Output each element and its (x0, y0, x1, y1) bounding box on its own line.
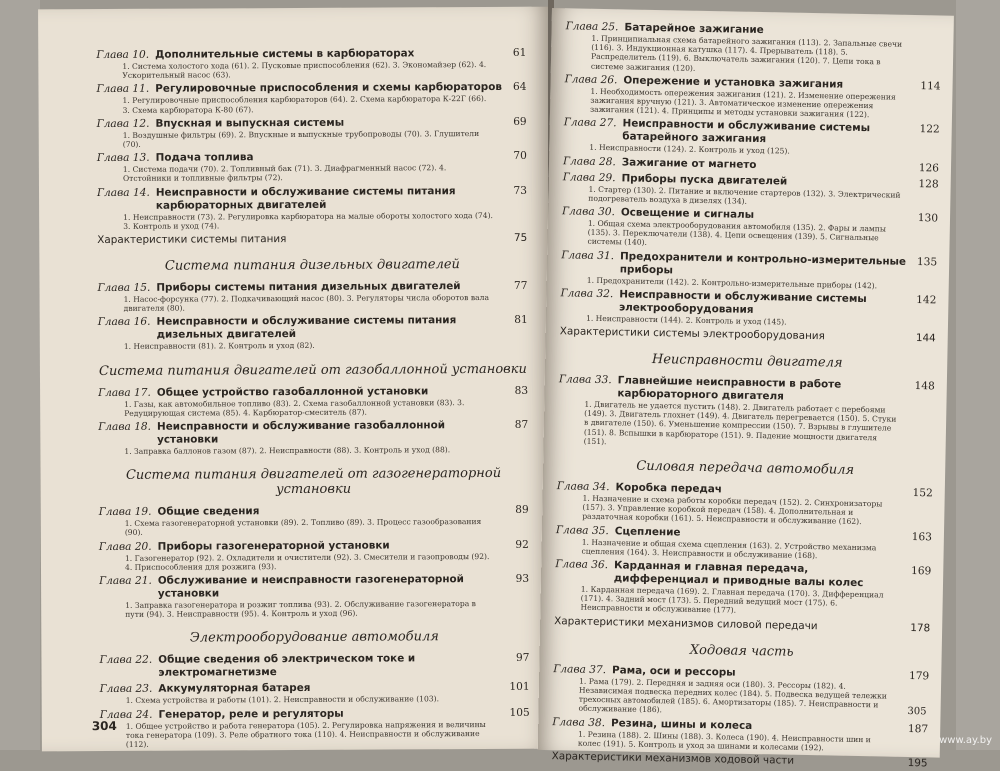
toc-chapter (96, 81, 526, 115)
chapter-label: Глава 28. (562, 154, 616, 168)
toc-page-number: 93 (515, 572, 530, 585)
chapter-label: Глава 34. (556, 480, 610, 494)
toc-chapter (564, 73, 941, 121)
toc-page-number: 61 (512, 46, 527, 59)
chapter-title: Зажигание от магнето (621, 155, 757, 171)
section-title: Система питания двигателей от газобаллонной установки (98, 361, 527, 379)
toc-chapter (99, 573, 529, 620)
chapter-subsections: 1. Газы, как автомобильное топливо (83). 2. Схема газобаллонной установки (83). 3. Редуцирующая система (85). 4. Карбюратор-смеситель (87). (124, 397, 465, 418)
toc-chapter (96, 47, 526, 81)
chapter-subsections: 1. Схема газогенераторной установки (89). 2. Топливо (89). 3. Процесс газообразования (90). (124, 517, 482, 538)
chapter-subsections: 1. Принципиальная схема батарейного зажигания (113). 2. Запальные свечи (116). 3. Индукционная катушка (117). 4. Прерыватель (118). 5. Распределитель (119). 6. Выключатель зажигания (120). 7. Цепи тока в системе зажигания (120). (590, 33, 903, 73)
chapter-label: Глава 33. (558, 373, 612, 387)
chapter-heading (98, 419, 528, 447)
toc-page-number: 87 (514, 418, 529, 431)
chapter-label: Глава 15. (97, 281, 151, 295)
section-title: Электрооборудование автомобиля (189, 629, 439, 647)
section-title: Система питания дизельных двигателей (164, 257, 460, 274)
chapter-heading (98, 314, 528, 342)
toc-page-number: 163 (911, 530, 933, 544)
chapter-title: Общие сведения об электрическом токе и электромагнетизме (158, 652, 416, 680)
chapter-subsections: 1. Неисправности (81). 2. Контроль и уход (82). (123, 341, 315, 352)
chapter-subsections: 1. Заправка баллонов газом (87). 2. Неисправности (88). 3. Контроль и уход (88). (124, 445, 451, 456)
chapter-title: Приборы системы питания дизельных двигателей (156, 280, 461, 294)
toc-page-number: 77 (513, 279, 528, 292)
chapter-subsections: 1. Карданная передача (169). 2. Главная передача (170). 3. Дифференциал (171). 4. Задний мост (173). 5. Передний ведущий мост (175). 6. Неисправности и обслуживание (177). (580, 584, 884, 616)
toc-page-number: 126 (918, 161, 940, 175)
chapter-label: Глава 23. (99, 683, 153, 696)
toc-page-number: 130 (917, 212, 939, 225)
toc-chapter (97, 280, 527, 314)
chapter-label: Глава 14. (96, 186, 150, 199)
toc-chapter (98, 384, 528, 418)
toc-page-number: 70 (513, 150, 527, 163)
chapter-title: Общие сведения (157, 505, 260, 518)
toc-chapter (97, 150, 527, 184)
chapter-subsections: 1. Схема устройства и работы (101). 2. Неисправности и обслуживание (103). (125, 694, 440, 706)
chapter-label: Глава 12. (96, 117, 150, 130)
toc-page-number: 81 (514, 314, 528, 327)
toc-summary-title: Характеристики механизмов силовой передачи (554, 614, 818, 632)
toc-chapter (99, 652, 529, 680)
chapter-title: Батарейное зажигание (624, 21, 764, 37)
chapter-subsections: 1. Стартер (130). 2. Питание и включение стартеров (132). 3. Электрический подогреватель воздуха в дизелях (134). (588, 184, 901, 206)
chapter-title: Сцепление (614, 524, 681, 539)
chapter-subsections: 1. Общая схема электрооборудования автомобиля (135). 2. Фары и лампы (135). 3. Переключатели (138). 4. Цепи освещения (139). 5. Сигнальные системы (140). (587, 218, 887, 248)
chapter-heading (97, 184, 527, 212)
toc-page-number: 83 (514, 384, 529, 397)
toc-chapter (554, 558, 931, 619)
toc-summary-title: Характеристики системы электрооборудования (559, 325, 825, 343)
toc-chapter (97, 184, 527, 231)
chapter-label: Глава 38. (552, 715, 606, 729)
chapter-label: Глава 31. (561, 248, 615, 262)
chapter-subsections: 1. Насос-форсунка (77). 2. Подкачивающий насос (80). 3. Регуляторы числа оборотов вала двигателя (80). (123, 293, 489, 314)
toc-chapter (561, 205, 938, 253)
toc-page-number: 144 (915, 332, 936, 345)
chapter-title: Освещение и сигналы (620, 206, 755, 221)
chapter-title: Неисправности и обслуживание системы питания дизельных двигателей (156, 314, 457, 342)
toc-chapter (558, 373, 935, 452)
toc-page-number: 179 (908, 669, 930, 683)
background-right (956, 0, 1000, 750)
toc-page-number: 97 (515, 652, 530, 665)
chapter-subsections: 1. Газогенератор (92). 2. Охладители и очистители (92). 3. Смесители и газопроводы (92). 4. Приспособления для розжига (93). (124, 551, 490, 572)
chapter-title: Генератор, реле и регуляторы (158, 707, 344, 721)
chapter-title: Регулировочные приспособления и схемы карбюраторов (155, 81, 502, 96)
chapter-subsections: 1. Неисправности (73). 2. Регулировка карбюратора на малые обороты холостого хода (74). 3. Контроль и уход (74). (123, 210, 493, 231)
chapter-title: Карданная и главная передача, дифференциал и приводные валы колес (613, 559, 864, 590)
toc-chapter (100, 706, 530, 749)
toc-summary-line (97, 232, 527, 247)
chapter-title: Неисправности и обслуживание газобаллонной установки (156, 419, 446, 446)
chapter-title: Предохранители и контрольно-измерительные приборы (619, 249, 907, 277)
chapter-heading (97, 150, 527, 165)
toc-chapter (552, 663, 929, 720)
chapter-label: Глава 27. (563, 116, 617, 130)
chapter-label: Глава 11. (96, 83, 150, 96)
toc-page-number: 114 (920, 79, 941, 93)
watermark: www.ay.by (939, 735, 992, 746)
chapter-title: Главнейшие неисправности в работе карбюраторного двигателя (617, 374, 842, 403)
chapter-title: Резина, шины и колеса (610, 716, 753, 732)
toc-page-number: 75 (513, 231, 528, 244)
chapter-label: Глава 26. (564, 73, 618, 87)
section-title: Силовая передача автомобиля (636, 458, 855, 478)
chapter-label: Глава 30. (561, 205, 615, 219)
toc-chapter (99, 538, 529, 572)
chapter-label: Глава 36. (555, 558, 609, 572)
chapter-subsections: 1. Назначение и общая схема сцепления (163). 2. Устройство механизма сцепления (164). 3. Неисправности и обслуживание (168). (581, 537, 877, 561)
chapter-subsections: 1. Назначение и схема работы коробки передач (152). 2. Синхронизаторы (157). 3. Управление коробкой передач (158). 4. Дополнительная и раздаточная коробки (161). 5. Неисправности и обслуживание (162). (582, 493, 883, 527)
chapter-title: Приборы пуска двигателей (621, 171, 788, 188)
toc-chapter (562, 171, 939, 210)
chapter-title: Аккумуляторная батарея (158, 682, 311, 696)
chapter-subsections: 1. Неисправности (144). 2. Контроль и уход (145). (585, 313, 787, 327)
toc-chapter (560, 287, 937, 329)
chapter-title: Обслуживание и неисправности газогенераторной установки (157, 573, 464, 600)
toc-page-number: 122 (919, 123, 940, 136)
chapter-heading (99, 652, 529, 680)
chapter-label: Глава 24. (99, 708, 153, 721)
chapter-subsections: 1. Необходимость опережения зажигания (121). 2. Изменение опережения зажигания вручную (121). 3. Автоматическое изменение опережения зажигания (121). 4. Принципы и методы установки зажигания (122). (589, 86, 896, 120)
chapter-subsections: 1. Резина (188). 2. Шины (188). 3. Колеса (190). 4. Неисправности шин и колес (191). 5. Контроль и уход за шинами и колесами (192). (577, 729, 871, 753)
toc-summary-title: Характеристики механизмов ходовой части (551, 750, 795, 767)
chapter-label: Глава 13. (96, 151, 150, 165)
toc-chapter (99, 504, 529, 538)
toc-page-number: 73 (513, 184, 528, 197)
section-title: Неисправности двигателя (651, 352, 843, 371)
toc-chapter (98, 419, 528, 456)
chapter-label: Глава 29. (562, 170, 616, 184)
chapter-title: Неисправности и обслуживание системы питания карбюраторных двигателей (155, 184, 456, 212)
chapter-label: Глава 25. (565, 20, 619, 34)
chapter-label: Глава 19. (98, 506, 152, 519)
chapter-subsections: 1. Регулировочные приспособления карбюраторов (64). 2. Схема карбюратора К-22Г (66). 3. Схема карбюратора К-80 (67). (122, 94, 487, 115)
toc-chapter (556, 480, 933, 528)
toc-page-number: 135 (916, 255, 938, 269)
chapter-label: Глава 35. (555, 523, 609, 537)
toc-page-number: 64 (512, 81, 527, 94)
chapter-title: Общее устройство газобаллонной установки (156, 384, 429, 399)
toc-page-number: 89 (515, 504, 529, 517)
toc-page-number: 187 (907, 722, 929, 735)
right-toc (538, 8, 954, 770)
section-title: Система питания двигателей от газогенераторной установки (125, 466, 502, 498)
chapter-subsections: 1. Неисправности (124). 2. Контроль и уход (125). (589, 143, 790, 157)
chapter-subsections: 1. Заправка газогенератора и розжиг топлива (93). 2. Обслуживание газогенератора в пути (94). 3. Неисправности (95). 4. Контроль и уход (96). (125, 599, 476, 620)
chapter-subsections: 1. Система холостого хода (61). 2. Пусковые приспособления (62). 3. Экономайзер (62). 4. Ускорительный насос (63). (122, 59, 487, 81)
toc-page-number: 69 (513, 115, 527, 128)
chapter-title: Рама, оси и рессоры (611, 663, 736, 679)
toc-page-number: 148 (914, 380, 935, 393)
toc-page-number: 195 (907, 756, 928, 770)
right-page (538, 8, 954, 770)
toc-page-number: 178 (910, 621, 931, 635)
chapter-title: Коробка передач (615, 481, 723, 496)
chapter-title: Дополнительные системы в карбюраторах (155, 47, 415, 61)
toc-page-number: 105 (509, 706, 530, 719)
chapter-title: Впускная и выпускная системы (155, 116, 345, 130)
toc-page-number: 169 (910, 565, 932, 578)
left-toc (38, 7, 552, 752)
toc-page-number: 101 (509, 681, 530, 694)
background-left (0, 0, 40, 750)
chapter-label: Глава 37. (553, 662, 607, 676)
chapter-title: Неисправности и обслуживание системы электрооборудования (618, 288, 867, 316)
chapter-subsections: 1. Рама (179). 2. Передняя и задняя оси (180). 3. Рессоры (182). 4. Независимая подвеска передних колес (184). 5. Подвеска ведущей тележки трехосных автомобилей (185). 6. Амортизаторы (185). 7. Неисправности и обслуживание (186). (578, 676, 887, 715)
chapter-subsections: 1. Двигатель не удается пустить (148). 2. Двигатель работает с перебоями (149). 3. Двигатель глохнет (149). 4. Двигатель перегревается (150). 5. Стуки в двигателе (150). 6. Уменьшение компрессии (150). 7. Взрывы в глушителе (151). 8. Вспышки в карбюраторе (151). 9. Падение мощности двигателя (151). (583, 399, 897, 446)
section-title: Ходовая часть (689, 642, 794, 660)
chapter-label: Глава 16. (97, 316, 151, 329)
chapter-label: Глава 10. (96, 48, 150, 62)
left-page (38, 7, 552, 752)
chapter-label: Глава 20. (98, 540, 152, 553)
chapter-label: Глава 32. (560, 287, 614, 301)
chapter-title: Приборы газогенераторной установки (157, 539, 390, 553)
chapter-label: Глава 21. (99, 574, 152, 588)
toc-chapter (552, 716, 929, 755)
chapter-subsections: 1. Общее устройство и работа генератора (105). 2. Регулировка напряжения и величины тока генератора (109). 3. Реле обратного тока (110). 4. Неисправности и обслуживание (112). (125, 719, 486, 749)
toc-chapter (561, 249, 938, 291)
toc-chapter (98, 314, 528, 351)
toc-chapter (565, 20, 942, 77)
chapter-title: Опережение и установка зажигания (623, 74, 844, 91)
chapter-heading (100, 681, 530, 696)
toc-page-number: 152 (912, 487, 933, 500)
toc-chapter (563, 117, 940, 159)
chapter-heading (99, 573, 529, 601)
chapter-label: Глава 18. (98, 420, 152, 434)
chapter-subsections: 1. Предохранители (142). 2. Контрольно-измерительные приборы (142). (586, 275, 878, 290)
toc-page-number: 92 (515, 538, 529, 551)
toc-chapter (100, 681, 530, 705)
chapter-subsections: 1. Система подачи (70). 2. Топливный бак (71). 3. Диафрагменный насос (72). 4. Отстойники и топливные фильтры (72). (122, 163, 447, 184)
toc-summary-title: Характеристики системы питания (97, 233, 287, 247)
chapter-title: Неисправности и обслуживание системы батарейного зажигания (622, 117, 871, 146)
page-number-left: 304 (91, 718, 117, 734)
toc-chapter (555, 524, 932, 563)
chapter-label: Глава 22. (99, 654, 153, 667)
toc-page-number: 142 (916, 293, 937, 307)
toc-chapter (97, 116, 527, 150)
chapter-subsections: 1. Воздушные фильтры (69). 2. Впускные и выпускные трубопроводы (70). 3. Глушители (70). (122, 128, 480, 149)
chapter-title: Подача топлива (155, 151, 254, 164)
corner-page-number: 305 (907, 705, 927, 718)
chapter-label: Глава 17. (98, 386, 151, 399)
toc-page-number: 128 (918, 177, 939, 191)
